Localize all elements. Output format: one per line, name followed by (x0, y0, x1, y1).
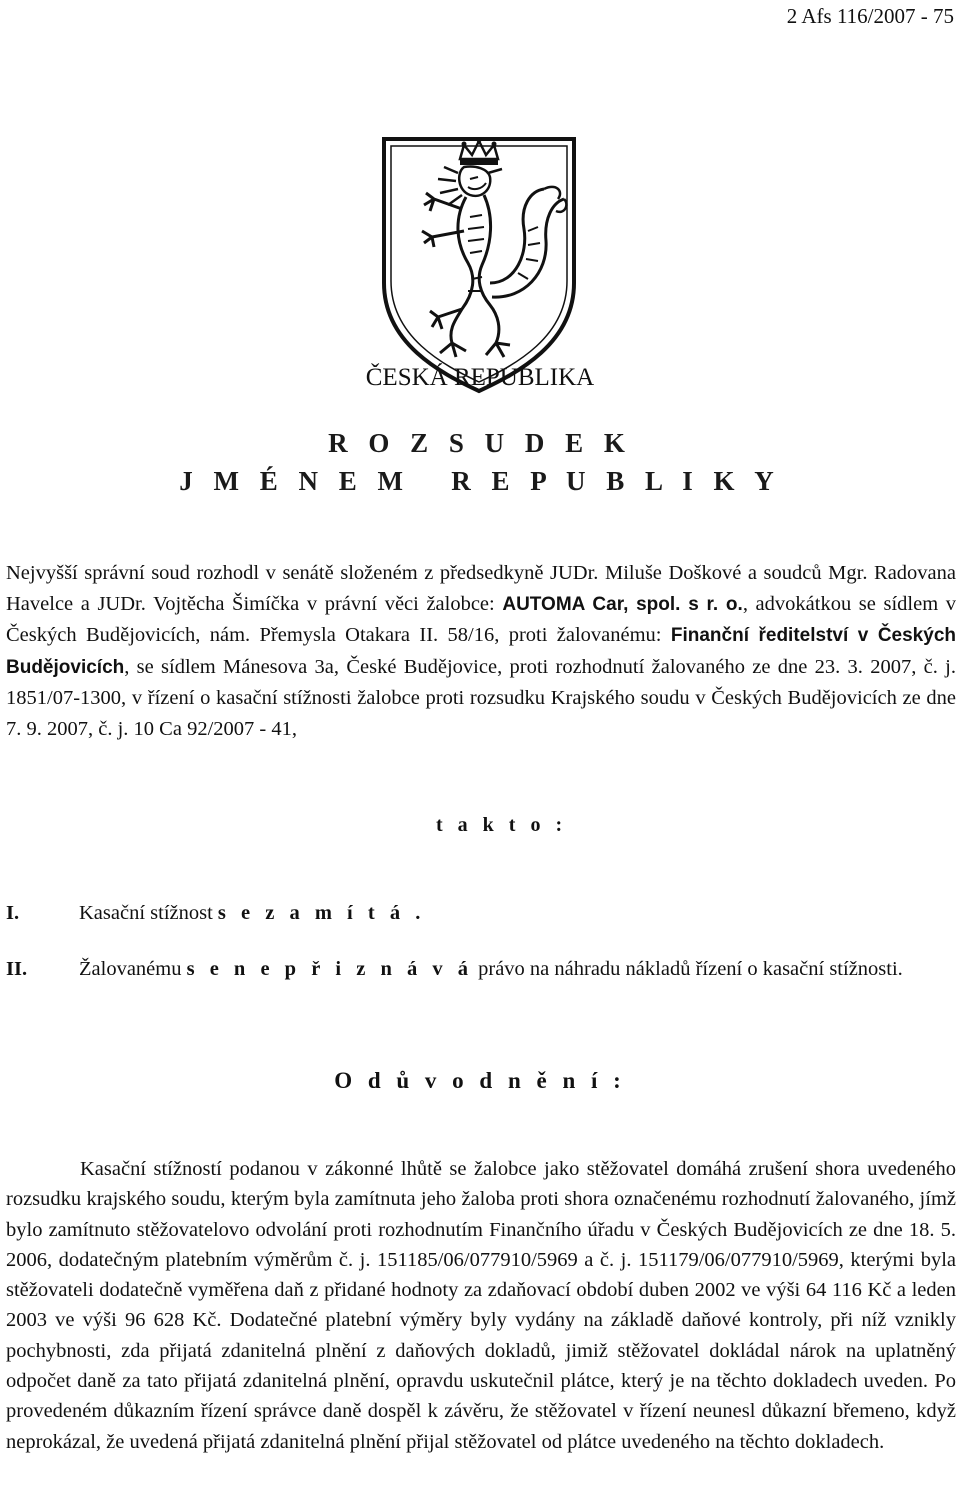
item-text: Žalovanému (79, 958, 187, 980)
item-spaced-verdict: s e z a m í t á . (217, 902, 426, 924)
operative-item (6, 898, 956, 928)
item-number: I. (6, 902, 20, 924)
defendant-name: Finanční ředitelství v Českých Budějovicích (6, 625, 956, 678)
item-number: II. (6, 958, 28, 980)
takto-heading: t a k t o : (436, 814, 568, 836)
item-spaced-verdict: s e n e p ř i z n á v á (186, 958, 473, 980)
verdict-subtitle: J M É N E M R E P U B L I K Y (179, 466, 781, 496)
case-reference: 2 Afs 116/2007 - 75 (786, 4, 954, 28)
item-text-post: právo na náhradu nákladů řízení o kasační stížnosti. (473, 958, 903, 980)
coat-of-arms-emblem (378, 133, 580, 395)
reasoning-paragraph: Kasační stížností podanou v zákonné lhůtě se žalobce jako stěžovatel domáhá zrušení shora uvedeného rozsudku krajského soudu, kterým byla zamítnuta jeho žaloba proti shora označenému rozhodnutí žalovaného, jímž bylo zamítnuto stěžovatelovo odvolání proti rozhodnutím Finančního úřadu v Českých Budějovicích ze dne 18. 5. 2006, dodatečným platebním výměrům č. j. 151185/06/077910/5969 a č. j. 151179/06/077910/5969, kterými byla stěžovateli dodatečně vyměřena daň z přidané hodnoty za zdaňovací období duben 2002 ve výši 64 116 Kč a leden 2003 ve výši 96 628 Kč. Dodatečné platební výměry byly vydány na základě daňové kontroly, při níž vznikly pochybnosti, zda přijatá zdanitelná plnění z daňových dokladů, jimiž stěžovatel dokládal nárok na uplatněný odpočet daně za tato přijatá zdanitelná plnění, opravdu uskutečnil plátce, který je na těchto dokladech uveden. Po provedeném důkazním řízení správce daně dospěl k závěru, že stěžovatel v řízení neunesl důkazní břemeno, když neprokázal, že uvedená přijatá zdanitelná plnění přijal stěžovatel od plátce uvedeného na těchto dokladech. (6, 1158, 956, 1453)
reasoning-heading: O d ů v o d n ě n í : (334, 1068, 626, 1093)
intro-text-2: , advokátkou se sídlem v Českých Budějovicích, nám. Přemysla Otakara II. 58/16, proti žalovanému: (6, 592, 957, 646)
intro-paragraph (6, 558, 956, 744)
operative-item (6, 954, 956, 984)
plaintiff-name: AUTOMA Car, spol. s r. o. (502, 593, 743, 615)
country-name: ČESKÁ REPUBLIKA (365, 364, 595, 391)
intro-text-1: Nejvyšší správní soud rozhodl v senátě složeném z předsedkyně JUDr. Miluše Doškové a soudců Mgr. Radovana Havelce a JUDr. Vojtěcha Šimíčka v právní věci žalobce: (6, 562, 956, 615)
item-text: Kasační stížnost (79, 902, 218, 924)
intro-text-3: , se sídlem Mánesova 3a, České Budějovice, proti rozhodnutí žalovaného ze dne 23. 3. 2007, č. j. 1851/07-1300, v řízení o kasační stížnosti žalobce proti rozsudku Krajského soudu v Českých Budějovicích ze dne 7. 9. 2007, č. j. 10 Ca 92/2007 - 41, (6, 655, 956, 740)
verdict-title: R O Z S U D E K (328, 428, 632, 458)
